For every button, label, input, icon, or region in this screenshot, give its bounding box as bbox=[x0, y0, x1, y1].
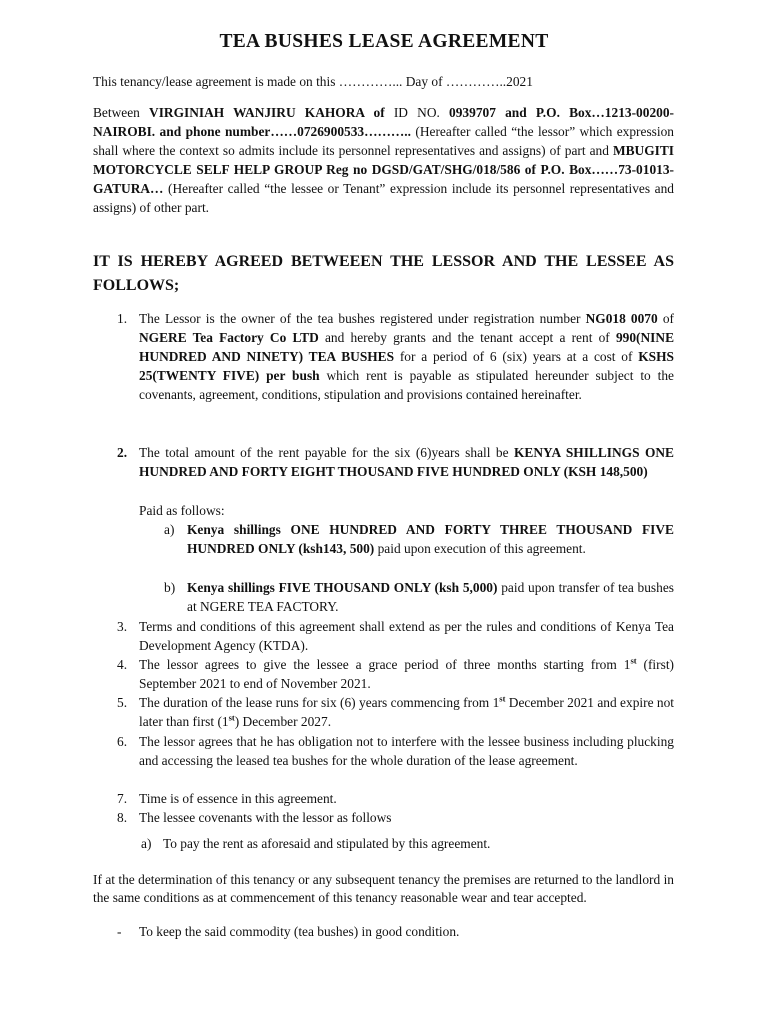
clause-number: 4. bbox=[117, 657, 128, 672]
clause-8a: To pay the rent as aforesaid and stipulated by this agreement. bbox=[163, 836, 491, 851]
clause-2: The total amount of the rent payable for the six (6)years shall be KENYA SHILLINGS ONE HUNDRED AND FORTY EIGHT THOUSAND FIVE HUNDRED ONLY (KSH 148,500) bbox=[139, 445, 674, 479]
clause-6: The lessor agrees that he has obligation not to interfere with the lessee business including plucking and accessing the leased tea bushes for the whole duration of the lease agreement. bbox=[139, 734, 674, 768]
clause-1: The Lessor is the owner of the tea bushes registered under registration number NG018 0070 of NGERE Tea Factory Co LTD and hereby grants and the tenant accept a rent of 990(NINE HUNDRED AND NINETY) TEA BUSHES for a period of 6 (six) years at a cost of KSHS 25(TWENTY FIVE) per bush which rent is payable as stipulated hereunder subject to the covenants, agreement, conditions, stipulation and provisions contained hereinafter. bbox=[139, 311, 674, 402]
clause-4: The lessor agrees to give the lessee a grace period of three months starting from 1st (first) September 2021 to end of November 2021. bbox=[139, 655, 674, 691]
sub-item-label: b) bbox=[164, 580, 176, 595]
clause-number: 3. bbox=[117, 619, 128, 634]
clause-8: The lessee covenants with the lessor as follows bbox=[139, 810, 392, 825]
sub-item-label: a) bbox=[141, 836, 152, 851]
clause-2b: Kenya shillings FIVE THOUSAND ONLY (ksh 5,000) paid upon transfer of tea bushes at NGERE TEA FACTORY. bbox=[187, 580, 674, 614]
clause-number: 1. bbox=[117, 311, 128, 326]
clause-3: Terms and conditions of this agreement shall extend as per the rules and conditions of Kenya Tea Development Agency (KTDA). bbox=[139, 619, 674, 653]
clause-number: 5. bbox=[117, 695, 128, 710]
paid-as-follows: Paid as follows: bbox=[139, 503, 225, 518]
dash-item: To keep the said commodity (tea bushes) in good condition. bbox=[139, 924, 460, 939]
clause-7: Time is of essence in this agreement. bbox=[139, 791, 337, 806]
clause-number: 7. bbox=[117, 791, 128, 806]
document-title: TEA BUSHES LEASE AGREEMENT bbox=[219, 31, 549, 52]
clause-number: 8. bbox=[117, 810, 128, 825]
lessor-name: VIRGINIAH WANJIRU KAHORA of bbox=[149, 105, 385, 120]
lessee-details: MBUGITI MOTORCYCLE SELF HELP GROUP Reg no DGSD/GAT/SHG/018/586 of P.O. Box……73-01013-GATURA… bbox=[93, 143, 674, 196]
sub-item-label: a) bbox=[164, 522, 175, 537]
determination-paragraph: If at the determination of this tenancy or any subsequent tenancy the premises are returned to the landlord in the same conditions as at commencement of this tenancy reasonable wear and tear accepted. bbox=[93, 872, 674, 905]
clause-number: 6. bbox=[117, 734, 128, 749]
clause-5: The duration of the lease runs for six (6) years commencing from 1st December 2021 and expire not later than first (1st) December 2027. bbox=[139, 693, 674, 729]
parties-paragraph: Between VIRGINIAH WANJIRU KAHORA of ID NO. 0939707 and P.O. Box…1213-00200- NAIROBI. and phone number……0726900533……….. (Hereafter called “the lessor” which expression shall where the context so admits include its personnel representatives and assigns) of part and MBUGITI MOTORCYCLE SELF HELP GROUP Reg no DGSD/GAT/SHG/018/586 of P.O. Box……73-01013-GATURA… (Hereafter called “the lessee or Tenant” expression include its personnel representatives and assigns) of other part. bbox=[93, 105, 674, 215]
clause-2a: Kenya shillings ONE HUNDRED AND FORTY THREE THOUSAND FIVE HUNDRED ONLY (ksh143, 500) paid upon execution of this agreement. bbox=[187, 522, 674, 556]
intro-line: This tenancy/lease agreement is made on this …………... Day of …………..2021 bbox=[93, 74, 533, 89]
clause-number: 2. bbox=[117, 445, 128, 460]
section-heading: IT IS HEREBY AGREED BETWEEEN THE LESSOR AND THE LESSEE AS FOLLOWS; bbox=[93, 253, 674, 294]
dash-bullet: - bbox=[117, 924, 122, 939]
lessor-details: 0939707 and P.O. Box…1213-00200- NAIROBI. and phone number……0726900533……….. bbox=[93, 105, 674, 139]
